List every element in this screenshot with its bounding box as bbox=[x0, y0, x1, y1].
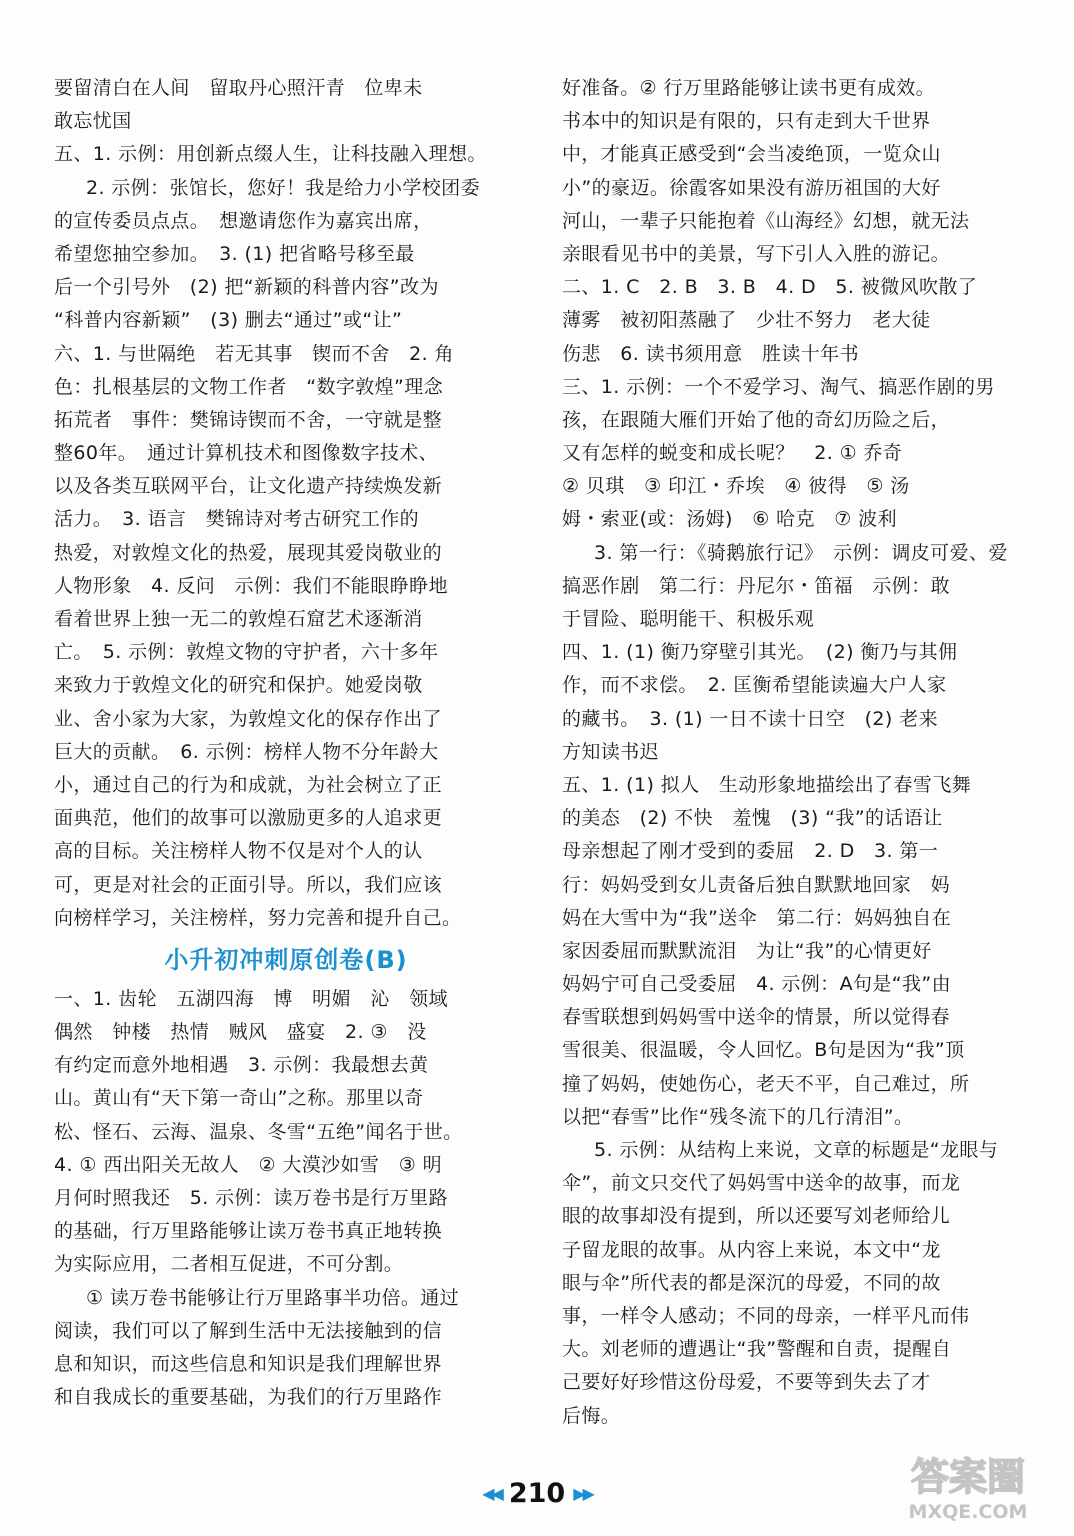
text-line: 眼与伞”所代表的都是深沉的母爱，不同的故 bbox=[562, 1271, 941, 1294]
text-line: 薄雾 被初阳蒸融了 少壮不努力 老大徒 bbox=[562, 309, 931, 332]
text-line: 要留清白在人间 留取丹心照汗青 位卑未 bbox=[54, 77, 423, 99]
left-answer-block-b bbox=[54, 983, 518, 1414]
text-line: 拓荒者 事件：樊锦诗锲而不舍，一守就是整 bbox=[54, 408, 443, 431]
text-line: ① 读万卷书能够让行万里路事半功倍。通过 bbox=[86, 1286, 460, 1309]
text-line: 的藏书。 3. (1) 一日不读十日空 (2) 老来 bbox=[562, 707, 938, 730]
text-line: 阅读，我们可以了解到生活中无法接触到的信 bbox=[54, 1319, 443, 1342]
text-line: 高的目标。关注榜样人物不仅是对个人的认 bbox=[54, 840, 423, 863]
page-number: 210 bbox=[508, 1477, 566, 1509]
text-line: 息和知识，而这些信息和知识是我们理解世界 bbox=[54, 1352, 443, 1375]
text-line: 看着世界上独一无二的敦煌石窟艺术逐渐消 bbox=[54, 608, 423, 630]
text-line: 和自我成长的重要基础，为我们的行万里路作 bbox=[54, 1386, 443, 1409]
text-line: 家因委屈而默默流泪 为让“我”的心情更好 bbox=[562, 939, 932, 962]
watermark-logo bbox=[884, 1446, 1052, 1526]
right-column bbox=[562, 72, 1024, 1433]
next-arrows-icon: ▶▶ bbox=[573, 1483, 592, 1503]
text-line: 三、1. 示例：一个不爱学习、淘气、搞恶作剧的男 bbox=[562, 375, 995, 398]
text-line: 3. 第一行：《骑鹅旅行记》 示例：调皮可爱、爱 bbox=[594, 541, 1008, 564]
text-line: 雪很美、很温暖，令人回忆。B句是因为“我”顶 bbox=[562, 1039, 965, 1062]
text-line: 好准备。② 行万里路能够让读书更有成效。 bbox=[562, 77, 936, 99]
text-line: 眼的故事却没有提到，所以还要写刘老师给儿 bbox=[562, 1205, 951, 1228]
watermark-site-text: MXQE.COM bbox=[908, 1501, 1028, 1523]
text-line: 后悔。 bbox=[562, 1404, 621, 1427]
text-line: 2. 示例：张馆长，您好！我是给力小学校团委 bbox=[86, 176, 480, 199]
text-line: 方知读书迟 bbox=[562, 740, 660, 763]
text-line: 孩，在跟随大雁们开始了他的奇幻历险之后， bbox=[562, 408, 951, 431]
text-line: 偶然 钟楼 热情 贼风 盛宴 2. ③ 没 bbox=[54, 1021, 427, 1044]
left-column bbox=[54, 72, 518, 1414]
text-line: “科普内容新颖” (3) 删去“通过”或“让” bbox=[54, 309, 403, 332]
text-line: 书本中的知识是有限的，只有走到大千世界 bbox=[562, 110, 931, 133]
text-line: 的宣传委员点点。 想邀请您作为嘉宾出席， bbox=[54, 209, 433, 232]
text-line: 的基础，行万里路能够让读万卷书真正地转换 bbox=[54, 1220, 443, 1243]
text-line: 巨大的贡献。 6. 示例：榜样人物不分年龄大 bbox=[54, 740, 439, 763]
text-line: 妈妈宁可自己受委屈 4. 示例：A句是“我”由 bbox=[562, 973, 952, 996]
text-line: 姆・索亚(或：汤姆) ⑥ 哈克 ⑦ 波利 bbox=[562, 508, 897, 531]
text-line: 色：扎根基层的文物工作者 “数字敦煌”理念 bbox=[54, 375, 444, 398]
left-answer-block-a bbox=[54, 72, 518, 935]
text-line: 活力。 3. 语言 樊锦诗对考古研究工作的 bbox=[54, 508, 420, 531]
text-line: 业、舍小家为大家，为敦煌文化的保存作出了 bbox=[54, 707, 443, 730]
text-line: 五、1. (1) 拟人 生动形象地描绘出了春雪飞舞 bbox=[562, 773, 972, 796]
text-line: 山。黄山有“天下第一奇山”之称。那里以奇 bbox=[54, 1087, 424, 1110]
text-line: 一、1. 齿轮 五湖四海 博 明媚 沁 领域 bbox=[54, 987, 448, 1010]
text-line: 整60年。 通过计算机技术和图像数字技术、 bbox=[54, 442, 439, 465]
text-line: 搞恶作剧 第二行：丹尼尔・笛福 示例：敢 bbox=[562, 574, 951, 597]
text-line: 向榜样学习，关注榜样，努力完善和提升自己。 bbox=[54, 906, 462, 929]
text-line: 4. ① 西出阳关无故人 ② 大漠沙如雪 ③ 明 bbox=[54, 1153, 442, 1176]
right-answer-block bbox=[562, 72, 1024, 1433]
text-line: 撞了妈妈，使她伤心，老天不平，自己难过，所 bbox=[562, 1072, 970, 1095]
text-line: 小，通过自己的行为和成就，为社会树立了正 bbox=[54, 773, 443, 796]
text-line: 作，而不求偿。 2. 匡衡希望能读遍大户人家 bbox=[562, 674, 947, 697]
text-line: 敢忘忧国 bbox=[54, 110, 132, 133]
text-line: 妈在大雪中为“我”送伞 第二行：妈妈独自在 bbox=[562, 906, 952, 929]
text-line: 面典范，他们的故事可以激励更多的人追求更 bbox=[54, 807, 443, 830]
text-line: 行：妈妈受到女儿责备后独自默默地回家 妈 bbox=[562, 873, 951, 896]
text-line: 来致力于敦煌文化的研究和保护。她爱岗敬 bbox=[54, 674, 423, 697]
text-line: 六、1. 与世隔绝 若无其事 锲而不舍 2. 角 bbox=[54, 342, 454, 365]
text-line: 事，一样令人感动；不同的母亲，一样平凡而伟 bbox=[562, 1304, 970, 1327]
text-line: 子留龙眼的故事。从内容上来说，本文中“龙 bbox=[562, 1238, 941, 1261]
text-line: 为实际应用，二者相互促进，不可分割。 bbox=[54, 1253, 404, 1276]
text-line: 有约定而意外地相遇 3. 示例：我最想去黄 bbox=[54, 1054, 429, 1077]
text-line: 后一个引号外 (2) 把“新颖的科普内容”改为 bbox=[54, 276, 439, 299]
text-line: 人物形象 4. 反问 示例：我们不能眼睁睁地 bbox=[54, 574, 448, 597]
text-line: 以及各类互联网平台，让文化遗产持续焕发新 bbox=[54, 475, 443, 498]
text-line: 月何时照我还 5. 示例：读万卷书是行万里路 bbox=[54, 1187, 448, 1209]
text-line: 己要好好珍惜这份母爱，不要等到失去了才 bbox=[562, 1371, 931, 1394]
text-line: 希望您抽空参加。 3. (1) 把省略号移至最 bbox=[54, 242, 415, 265]
text-line: 亡。 5. 示例：敦煌文物的守护者，六十多年 bbox=[54, 641, 439, 664]
text-line: 春雪联想到妈妈雪中送伞的情景，所以觉得春 bbox=[562, 1006, 951, 1029]
watermark-logo-text: 答案圈 bbox=[910, 1455, 1026, 1499]
text-line: 二、1. C 2. B 3. B 4. D 5. 被微风吹散了 bbox=[562, 276, 978, 299]
text-line: 又有怎样的蜕变和成长呢？ 2. ① 乔奇 bbox=[562, 442, 903, 465]
text-line: 中，才能真正感受到“会当凌绝顶，一览众山 bbox=[562, 143, 941, 166]
text-line: ② 贝琪 ③ 印江・乔埃 ④ 彼得 ⑤ 汤 bbox=[562, 475, 910, 498]
text-line: 热爱，对敦煌文化的热爱，展现其爱岗敬业的 bbox=[54, 541, 443, 564]
text-line: 5. 示例：从结构上来说，文章的标题是“龙眼与 bbox=[594, 1139, 999, 1161]
text-line: 四、1. (1) 衡乃穿壁引其光。 (2) 衡乃与其佣 bbox=[562, 641, 958, 664]
text-line: 亲眼看见书中的美景，写下引人入胜的游记。 bbox=[562, 242, 951, 265]
text-line: 于冒险、聪明能干、积极乐观 bbox=[562, 608, 815, 630]
section-title: 小升初冲刺原创卷(B) bbox=[164, 945, 408, 974]
text-line: 大。刘老师的遭遇让“我”警醒和自责，提醒自 bbox=[562, 1338, 952, 1361]
text-line: 小”的豪迈。徐霞客如果没有游历祖国的大好 bbox=[562, 176, 941, 199]
text-line: 河山，一辈子只能抱着《山海经》幻想，就无法 bbox=[562, 209, 970, 232]
text-line: 松、怪石、云海、温泉、冬雪“五绝”闻名于世。 bbox=[54, 1120, 463, 1143]
prev-arrows-icon: ◀◀ bbox=[482, 1483, 501, 1503]
text-line: 以把“春雪”比作“残冬流下的几行清泪”。 bbox=[562, 1105, 914, 1128]
text-line: 五、1. 示例：用创新点缀人生，让科技融入理想。 bbox=[54, 143, 487, 166]
text-line: 的美态 (2) 不快 羞愧 (3) “我”的话语让 bbox=[562, 807, 943, 830]
text-line: 伞”，前文只交代了妈妈雪中送伞的故事，而龙 bbox=[562, 1172, 961, 1195]
text-line: 可，更是对社会的正面引导。所以，我们应该 bbox=[54, 873, 443, 896]
text-line: 母亲想起了刚才受到的委屈 2. D 3. 第一 bbox=[562, 840, 939, 863]
text-line: 伤悲 6. 读书须用意 胜读十年书 bbox=[562, 342, 859, 365]
